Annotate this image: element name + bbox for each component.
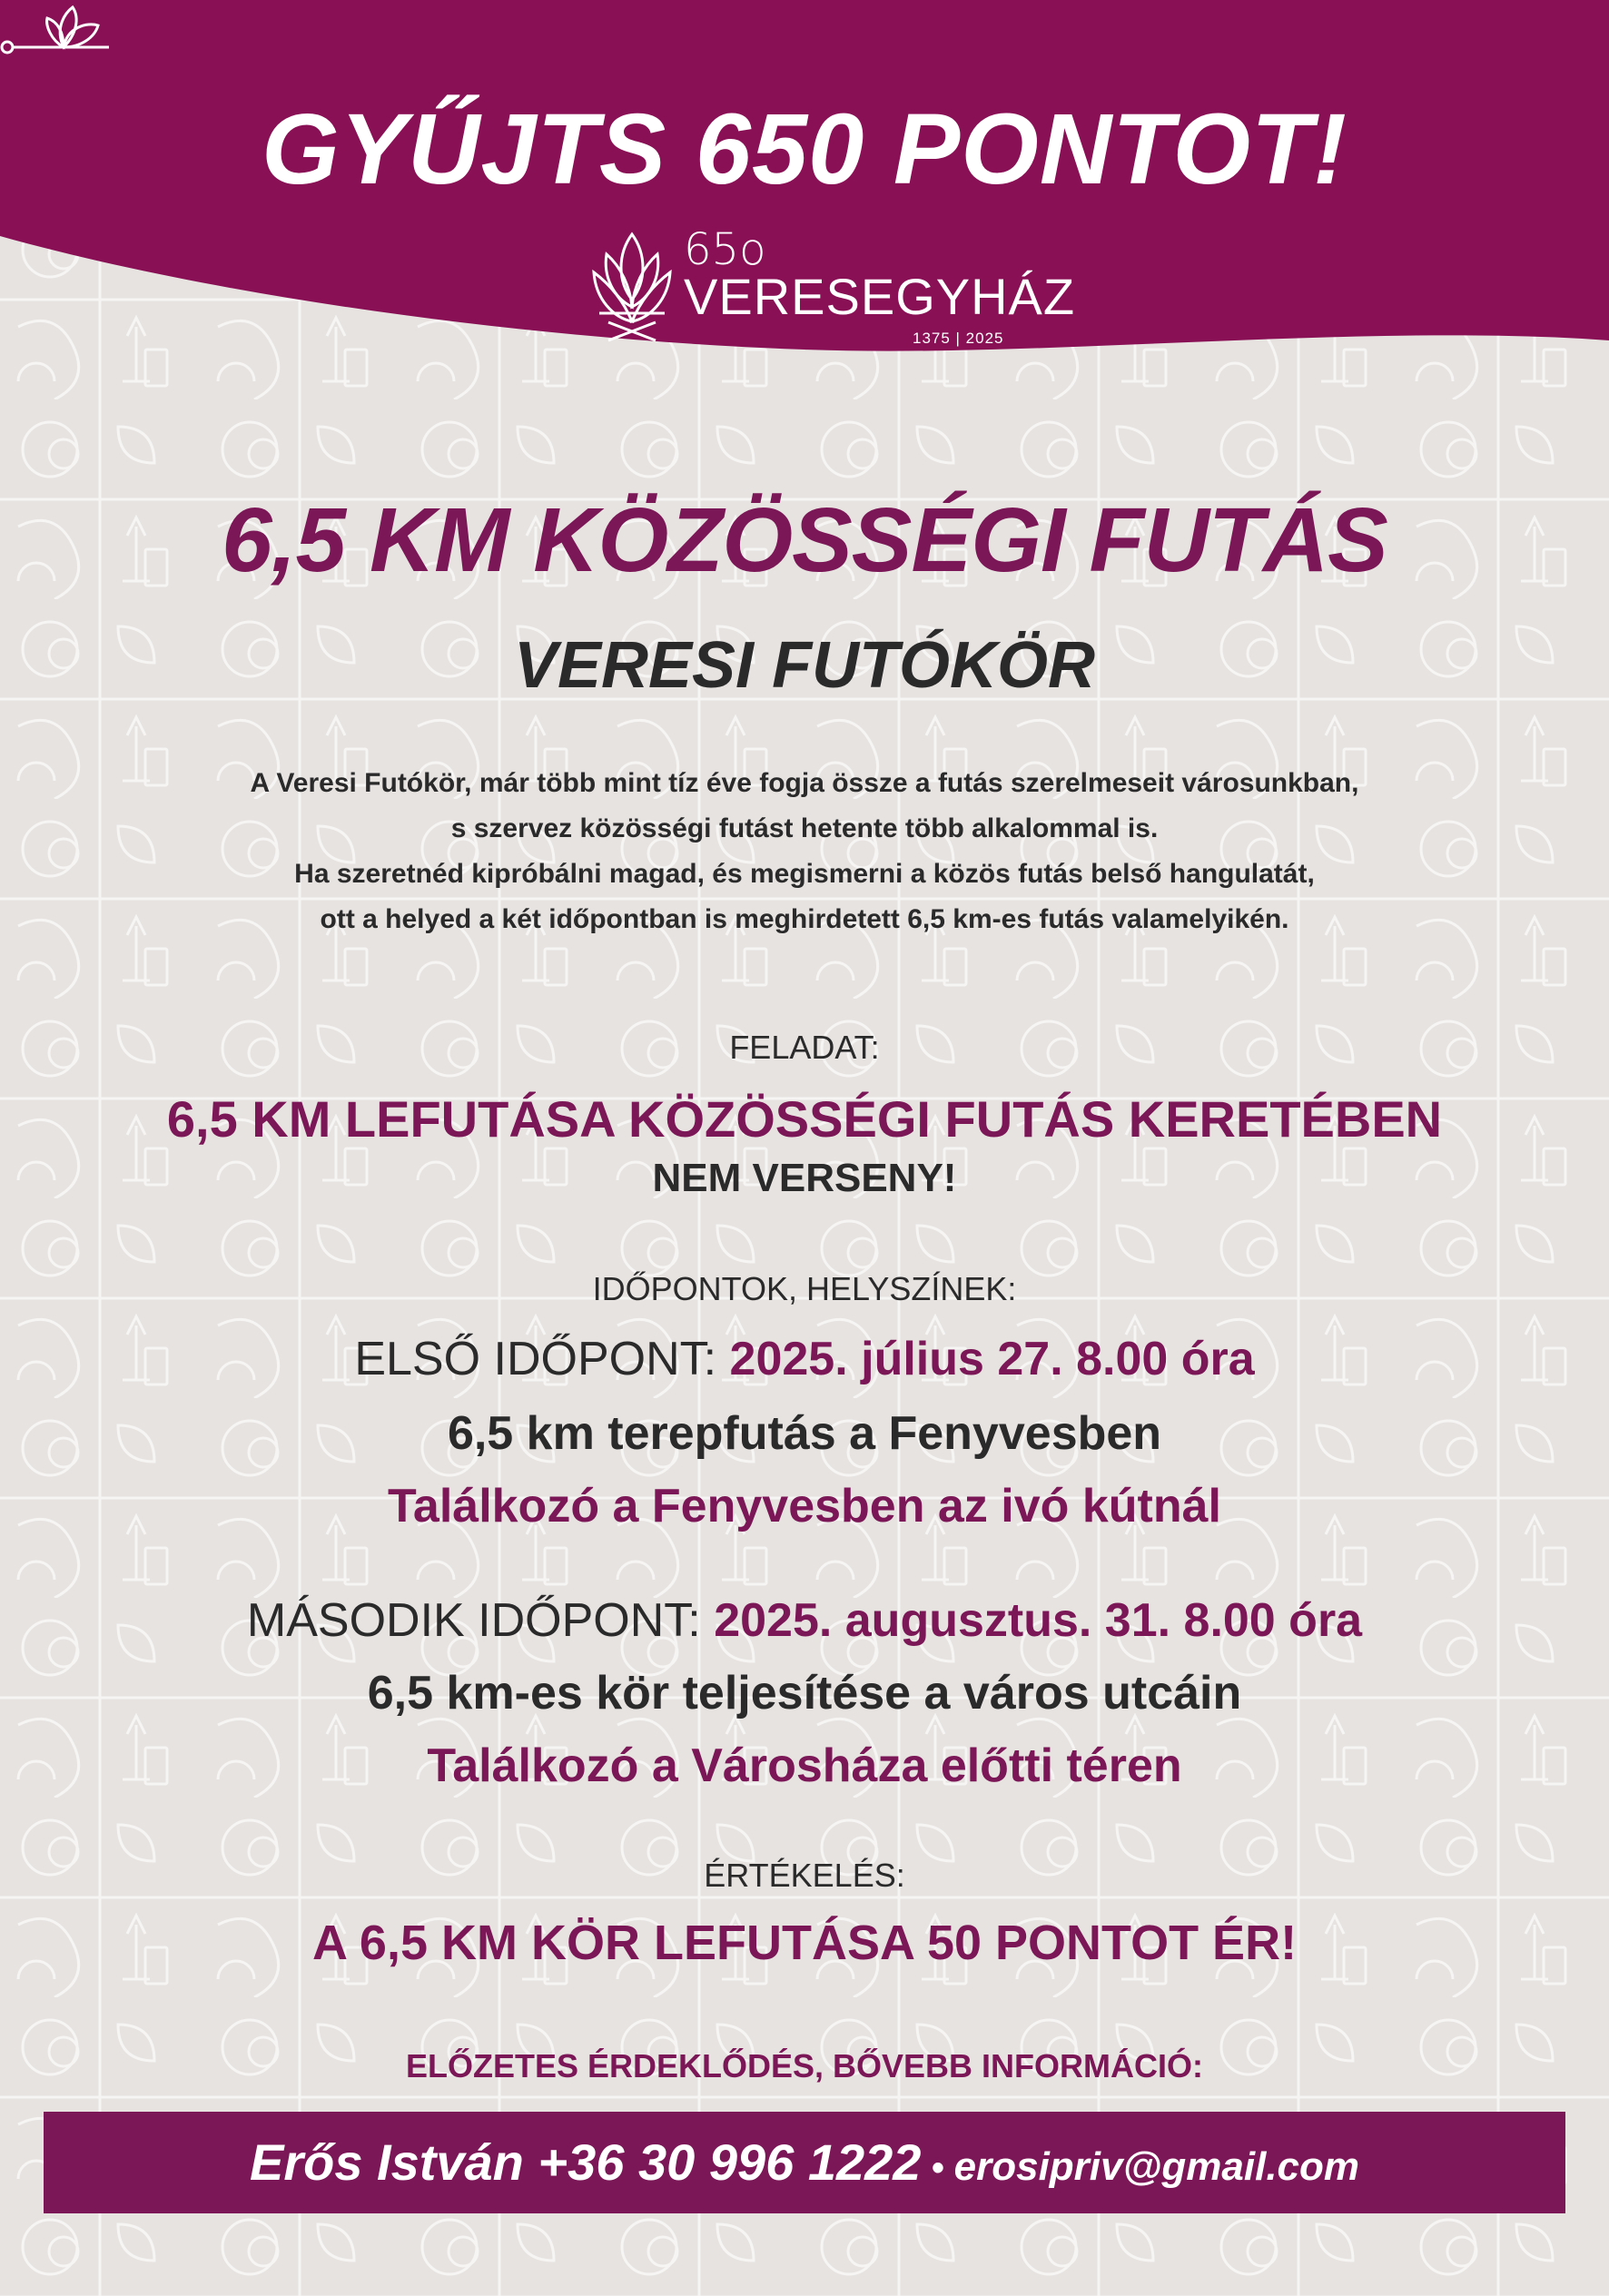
- contact-bar: [44, 2112, 1565, 2213]
- first-slot-label: ELSŐ IDŐPONT:: [354, 1333, 730, 1385]
- veresegyhaz-logo: [590, 224, 1076, 350]
- header-banner: [0, 0, 1609, 363]
- intro-line: A Veresi Futókör, már több mint tíz éve fogja össze a futás szerelmeseit városunkban,: [250, 768, 1359, 798]
- second-slot-description: 6,5 km-es kör teljesítése a város utcáin: [367, 1667, 1242, 1720]
- lotus-logo-icon: [590, 227, 674, 345]
- event-title: 6,5 KM KÖZÖSSÉGI FUTÁS: [222, 489, 1387, 591]
- contact-name-phone[interactable]: Erős István +36 30 996 1222: [249, 2133, 922, 2191]
- club-name: VERESI FUTÓKÖR: [513, 629, 1096, 702]
- evaluation-text: A 6,5 KM KÖR LEFUTÁSA 50 PONTOT ÉR!: [311, 1916, 1298, 1970]
- schedule-label: IDŐPONTOK, HELYSZÍNEK:: [592, 1270, 1017, 1307]
- logo-number: 65o: [684, 224, 766, 275]
- first-slot-heading: [0, 1329, 1609, 1389]
- intro-text: [0, 761, 1609, 942]
- second-slot-heading: [0, 1591, 1609, 1651]
- logo-town-name: VERESEGYHÁZ: [684, 268, 1076, 325]
- first-slot-description: 6,5 km terepfutás a Fenyvesben: [447, 1407, 1162, 1460]
- second-slot-label: MÁSODIK IDŐPONT:: [246, 1594, 715, 1647]
- intro-line: s szervez közösségi futást hetente több alkalommal is.: [450, 813, 1159, 843]
- second-slot-meeting-point: Találkozó a Városháza előtti téren: [427, 1739, 1182, 1792]
- intro-line: Ha szeretnéd kipróbálni magad, és megismerni a közös futás belső hangulatát,: [294, 859, 1315, 889]
- evaluation-label: ÉRTÉKELÉS:: [704, 1857, 905, 1894]
- intro-line: ott a helyed a két időpontban is meghirdetett 6,5 km-es futás valamelyikén.: [320, 904, 1289, 934]
- first-slot-date: 2025. július 27. 8.00 óra: [729, 1333, 1255, 1385]
- first-slot-meeting-point: Találkozó a Fenyvesben az ivó kútnál: [388, 1480, 1221, 1532]
- second-slot-date: 2025. augusztus. 31. 8.00 óra: [714, 1594, 1363, 1647]
- contact-separator: •: [921, 2148, 954, 2188]
- not-a-race-note: NEM VERSENY!: [652, 1156, 957, 1200]
- headline: GYŰJTS 650 PONTOT!: [262, 94, 1347, 205]
- logo-years: 1375 | 2025: [913, 330, 1004, 347]
- task-text: 6,5 KM LEFUTÁSA KÖZÖSSÉGI FUTÁS KERETÉBEN: [166, 1090, 1443, 1148]
- info-label: ELŐZETES ÉRDEKLŐDÉS, BŐVEBB INFORMÁCIÓ:: [405, 2047, 1204, 2084]
- contact-line: [44, 2132, 1565, 2207]
- contact-email[interactable]: erosipriv@gmail.com: [953, 2144, 1360, 2189]
- leaf-sprig-icon: [0, 0, 118, 64]
- task-label: FELADAT:: [729, 1029, 880, 1066]
